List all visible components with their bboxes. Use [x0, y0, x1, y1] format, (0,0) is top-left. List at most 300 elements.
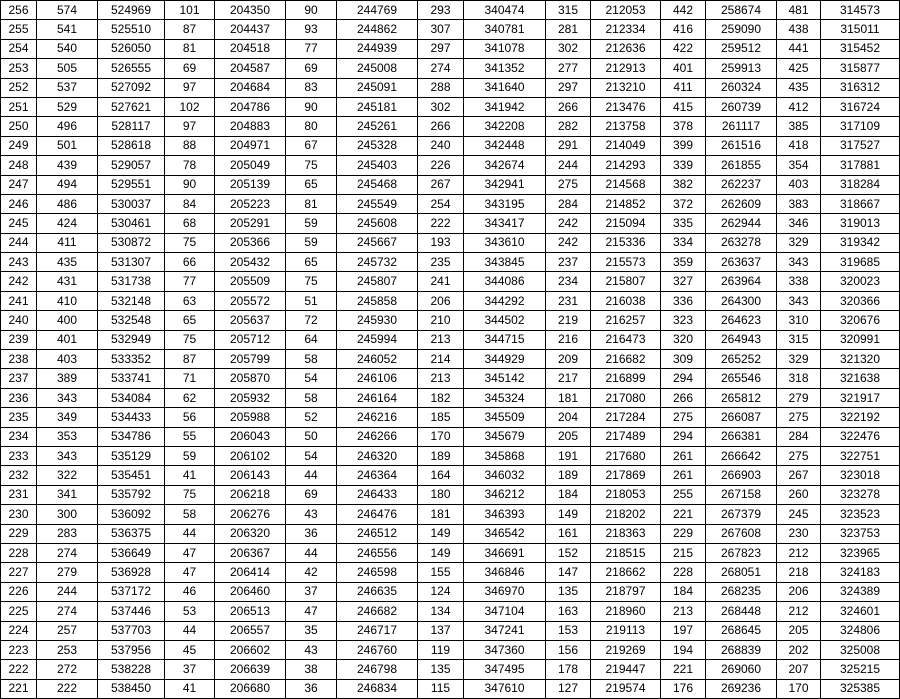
table-cell: 345868	[464, 446, 546, 465]
table-cell: 87	[165, 20, 215, 39]
score-cell: 223	[1, 640, 37, 659]
table-cell: 209	[546, 350, 591, 369]
table-cell: 149	[546, 505, 591, 524]
table-cell: 204684	[215, 78, 286, 97]
table-cell: 344929	[464, 350, 546, 369]
table-cell: 340474	[464, 1, 546, 20]
table-cell: 205932	[215, 388, 286, 407]
table-cell: 346846	[464, 563, 546, 582]
table-cell: 191	[546, 446, 591, 465]
table-cell: 268839	[706, 640, 777, 659]
table-cell: 213	[418, 369, 464, 388]
table-row	[1, 640, 900, 659]
table-cell: 527092	[98, 78, 165, 97]
table-cell: 244	[37, 582, 98, 601]
table-cell: 416	[661, 20, 706, 39]
table-cell: 274	[418, 59, 464, 78]
table-cell: 77	[286, 39, 337, 58]
table-cell: 346691	[464, 543, 546, 562]
table-cell: 265252	[706, 350, 777, 369]
table-cell: 323018	[821, 466, 900, 485]
table-cell: 418	[777, 136, 821, 155]
table-cell: 47	[165, 563, 215, 582]
table-cell: 246717	[337, 621, 418, 640]
table-cell: 275	[777, 408, 821, 427]
table-cell: 534084	[98, 388, 165, 407]
table-cell: 325385	[821, 679, 900, 698]
table-cell: 343195	[464, 194, 546, 213]
table-cell: 300	[37, 505, 98, 524]
table-cell: 318667	[821, 194, 900, 213]
table-cell: 319342	[821, 233, 900, 252]
table-cell: 240	[418, 136, 464, 155]
table-cell: 505	[37, 59, 98, 78]
table-cell: 205509	[215, 272, 286, 291]
table-cell: 226	[418, 156, 464, 175]
table-cell: 246760	[337, 640, 418, 659]
table-cell: 527621	[98, 97, 165, 116]
table-row	[1, 194, 900, 213]
table-cell: 75	[165, 485, 215, 504]
table-cell: 400	[37, 311, 98, 330]
table-cell: 218797	[591, 582, 661, 601]
table-cell: 88	[165, 136, 215, 155]
score-cell: 238	[1, 350, 37, 369]
table-cell: 84	[165, 194, 215, 213]
table-cell: 214293	[591, 156, 661, 175]
score-cell: 244	[1, 233, 37, 252]
table-cell: 538450	[98, 679, 165, 698]
score-cell: 253	[1, 59, 37, 78]
table-cell: 327	[661, 272, 706, 291]
table-cell: 205139	[215, 175, 286, 194]
table-row	[1, 388, 900, 407]
table-cell: 345509	[464, 408, 546, 427]
table-cell: 435	[37, 253, 98, 272]
table-cell: 344715	[464, 330, 546, 349]
table-cell: 218662	[591, 563, 661, 582]
table-cell: 528117	[98, 117, 165, 136]
table-cell: 532949	[98, 330, 165, 349]
table-cell: 537703	[98, 621, 165, 640]
table-cell: 537172	[98, 582, 165, 601]
table-cell: 231	[546, 291, 591, 310]
table-row	[1, 136, 900, 155]
table-cell: 93	[286, 20, 337, 39]
table-cell: 537956	[98, 640, 165, 659]
table-cell: 235	[418, 253, 464, 272]
table-cell: 75	[286, 272, 337, 291]
table-cell: 399	[661, 136, 706, 155]
table-cell: 246164	[337, 388, 418, 407]
table-cell: 65	[286, 253, 337, 272]
score-cell: 222	[1, 660, 37, 679]
table-cell: 320023	[821, 272, 900, 291]
table-cell: 213	[418, 330, 464, 349]
table-cell: 204518	[215, 39, 286, 58]
table-cell: 424	[37, 214, 98, 233]
table-cell: 194	[661, 640, 706, 659]
score-cell: 228	[1, 543, 37, 562]
table-cell: 253	[37, 640, 98, 659]
table-cell: 43	[286, 505, 337, 524]
table-cell: 206320	[215, 524, 286, 543]
table-cell: 347104	[464, 602, 546, 621]
table-cell: 206680	[215, 679, 286, 698]
table-cell: 267158	[706, 485, 777, 504]
table-cell: 334	[661, 233, 706, 252]
table-cell: 219269	[591, 640, 661, 659]
table-cell: 41	[165, 679, 215, 698]
table-cell: 315452	[821, 39, 900, 58]
table-cell: 81	[165, 39, 215, 58]
table-row	[1, 117, 900, 136]
table-cell: 217	[546, 369, 591, 388]
table-cell: 325215	[821, 660, 900, 679]
table-cell: 217680	[591, 446, 661, 465]
table-cell: 321917	[821, 388, 900, 407]
table-cell: 536649	[98, 543, 165, 562]
table-row	[1, 679, 900, 698]
table-cell: 262944	[706, 214, 777, 233]
table-cell: 244769	[337, 1, 418, 20]
table-cell: 258674	[706, 1, 777, 20]
table-cell: 230	[777, 524, 821, 543]
table-row	[1, 253, 900, 272]
table-cell: 216	[546, 330, 591, 349]
table-cell: 206218	[215, 485, 286, 504]
table-cell: 274	[37, 543, 98, 562]
table-cell: 540	[37, 39, 98, 58]
table-cell: 59	[286, 233, 337, 252]
table-cell: 410	[37, 291, 98, 310]
table-cell: 343610	[464, 233, 546, 252]
table-cell: 269236	[706, 679, 777, 698]
table-cell: 213476	[591, 97, 661, 116]
table-cell: 42	[286, 563, 337, 582]
table-cell: 47	[286, 602, 337, 621]
table-cell: 317881	[821, 156, 900, 175]
table-cell: 206143	[215, 466, 286, 485]
table-cell: 217284	[591, 408, 661, 427]
table-cell: 87	[165, 350, 215, 369]
table-cell: 346032	[464, 466, 546, 485]
table-cell: 341	[37, 485, 98, 504]
score-cell: 240	[1, 311, 37, 330]
score-cell: 224	[1, 621, 37, 640]
table-cell: 245667	[337, 233, 418, 252]
table-cell: 53	[165, 602, 215, 621]
table-cell: 77	[165, 272, 215, 291]
table-cell: 259913	[706, 59, 777, 78]
table-cell: 534433	[98, 408, 165, 427]
table-cell: 83	[286, 78, 337, 97]
table-cell: 56	[165, 408, 215, 427]
score-cell: 248	[1, 156, 37, 175]
table-row	[1, 214, 900, 233]
table-cell: 347241	[464, 621, 546, 640]
table-cell: 212	[777, 543, 821, 562]
table-cell: 246598	[337, 563, 418, 582]
table-cell: 65	[286, 175, 337, 194]
score-cell: 254	[1, 39, 37, 58]
table-cell: 529057	[98, 156, 165, 175]
table-cell: 97	[165, 117, 215, 136]
table-cell: 180	[418, 485, 464, 504]
table-cell: 119	[418, 640, 464, 659]
score-cell: 256	[1, 1, 37, 20]
table-cell: 206367	[215, 543, 286, 562]
table-cell: 320	[661, 330, 706, 349]
table-cell: 323	[661, 311, 706, 330]
table-cell: 441	[777, 39, 821, 58]
table-cell: 97	[165, 78, 215, 97]
table-cell: 161	[546, 524, 591, 543]
table-cell: 204587	[215, 59, 286, 78]
table-cell: 340781	[464, 20, 546, 39]
table-cell: 314573	[821, 1, 900, 20]
table-cell: 206639	[215, 660, 286, 679]
table-cell: 54	[286, 446, 337, 465]
table-cell: 246834	[337, 679, 418, 698]
table-cell: 221	[661, 505, 706, 524]
table-cell: 260	[777, 485, 821, 504]
table-cell: 46	[165, 582, 215, 601]
score-cell: 239	[1, 330, 37, 349]
table-cell: 206102	[215, 446, 286, 465]
table-cell: 219	[546, 311, 591, 330]
table-cell: 325008	[821, 640, 900, 659]
table-cell: 245468	[337, 175, 418, 194]
table-cell: 321638	[821, 369, 900, 388]
table-cell: 535451	[98, 466, 165, 485]
table-cell: 58	[286, 388, 337, 407]
table-cell: 534786	[98, 427, 165, 446]
table-cell: 78	[165, 156, 215, 175]
table-cell: 323278	[821, 485, 900, 504]
table-cell: 284	[546, 194, 591, 213]
score-cell: 243	[1, 253, 37, 272]
table-cell: 245181	[337, 97, 418, 116]
table-cell: 264623	[706, 311, 777, 330]
table-cell: 134	[418, 602, 464, 621]
table-cell: 266087	[706, 408, 777, 427]
table-row	[1, 59, 900, 78]
table-cell: 101	[165, 1, 215, 20]
table-cell: 155	[418, 563, 464, 582]
table-cell: 268051	[706, 563, 777, 582]
table-cell: 214	[418, 350, 464, 369]
table-cell: 170	[418, 427, 464, 446]
score-cell: 245	[1, 214, 37, 233]
table-cell: 244862	[337, 20, 418, 39]
table-cell: 323523	[821, 505, 900, 524]
table-cell: 217869	[591, 466, 661, 485]
table-cell: 343	[777, 253, 821, 272]
table-cell: 44	[165, 621, 215, 640]
table-cell: 336	[661, 291, 706, 310]
table-cell: 245807	[337, 272, 418, 291]
table-row	[1, 369, 900, 388]
table-cell: 319685	[821, 253, 900, 272]
table-cell: 345142	[464, 369, 546, 388]
table-cell: 215094	[591, 214, 661, 233]
table-row	[1, 39, 900, 58]
score-cell: 255	[1, 20, 37, 39]
table-cell: 345679	[464, 427, 546, 446]
table-row	[1, 582, 900, 601]
table-cell: 44	[286, 543, 337, 562]
table-cell: 401	[37, 330, 98, 349]
table-cell: 241	[418, 272, 464, 291]
table-cell: 69	[286, 485, 337, 504]
table-cell: 45	[165, 640, 215, 659]
score-cell: 229	[1, 524, 37, 543]
table-cell: 343417	[464, 214, 546, 233]
table-cell: 156	[546, 640, 591, 659]
table-cell: 137	[418, 621, 464, 640]
table-cell: 245091	[337, 78, 418, 97]
table-cell: 212	[777, 602, 821, 621]
table-cell: 254	[418, 194, 464, 213]
table-row	[1, 311, 900, 330]
table-cell: 324601	[821, 602, 900, 621]
table-cell: 284	[777, 427, 821, 446]
table-cell: 246512	[337, 524, 418, 543]
table-cell: 215336	[591, 233, 661, 252]
table-cell: 246106	[337, 369, 418, 388]
table-cell: 218515	[591, 543, 661, 562]
table-row	[1, 408, 900, 427]
table-cell: 214852	[591, 194, 661, 213]
table-row	[1, 543, 900, 562]
table-cell: 257	[37, 621, 98, 640]
table-cell: 264300	[706, 291, 777, 310]
table-cell: 323965	[821, 543, 900, 562]
table-cell: 501	[37, 136, 98, 155]
table-cell: 315011	[821, 20, 900, 39]
table-cell: 153	[546, 621, 591, 640]
table-row	[1, 602, 900, 621]
table-cell: 244	[546, 156, 591, 175]
table-cell: 212913	[591, 59, 661, 78]
table-cell: 206602	[215, 640, 286, 659]
table-cell: 222	[37, 679, 98, 698]
table-cell: 170	[777, 679, 821, 698]
table-cell: 438	[777, 20, 821, 39]
table-cell: 164	[418, 466, 464, 485]
table-cell: 531307	[98, 253, 165, 272]
table-cell: 216899	[591, 369, 661, 388]
table-cell: 322	[37, 466, 98, 485]
table-cell: 321320	[821, 350, 900, 369]
table-cell: 318284	[821, 175, 900, 194]
table-cell: 529551	[98, 175, 165, 194]
table-cell: 354	[777, 156, 821, 175]
score-cell: 232	[1, 466, 37, 485]
table-row	[1, 291, 900, 310]
table-cell: 197	[661, 621, 706, 640]
score-cell: 246	[1, 194, 37, 213]
table-cell: 341942	[464, 97, 546, 116]
table-cell: 389	[37, 369, 98, 388]
table-cell: 205988	[215, 408, 286, 427]
table-cell: 525510	[98, 20, 165, 39]
table-cell: 245008	[337, 59, 418, 78]
table-cell: 324183	[821, 563, 900, 582]
table-cell: 261516	[706, 136, 777, 155]
table-cell: 538228	[98, 660, 165, 679]
table-row	[1, 20, 900, 39]
table-cell: 222	[418, 214, 464, 233]
table-cell: 435	[777, 78, 821, 97]
table-cell: 210	[418, 311, 464, 330]
table-cell: 47	[165, 543, 215, 562]
table-cell: 338	[777, 272, 821, 291]
table-cell: 265812	[706, 388, 777, 407]
table-cell: 322751	[821, 446, 900, 465]
table-cell: 242	[546, 233, 591, 252]
table-cell: 217489	[591, 427, 661, 446]
table-cell: 283	[37, 524, 98, 543]
table-cell: 193	[418, 233, 464, 252]
table-cell: 206513	[215, 602, 286, 621]
table-cell: 526050	[98, 39, 165, 58]
table-cell: 237	[546, 253, 591, 272]
table-cell: 431	[37, 272, 98, 291]
table-cell: 206	[418, 291, 464, 310]
table-cell: 494	[37, 175, 98, 194]
table-cell: 37	[286, 582, 337, 601]
table-cell: 403	[777, 175, 821, 194]
table-cell: 75	[286, 156, 337, 175]
table-cell: 294	[661, 427, 706, 446]
table-cell: 341078	[464, 39, 546, 58]
table-cell: 262237	[706, 175, 777, 194]
table-cell: 275	[661, 408, 706, 427]
table-cell: 90	[286, 1, 337, 20]
table-cell: 66	[165, 253, 215, 272]
table-cell: 215573	[591, 253, 661, 272]
table-cell: 245732	[337, 253, 418, 272]
table-cell: 246266	[337, 427, 418, 446]
table-cell: 307	[418, 20, 464, 39]
table-cell: 242	[546, 214, 591, 233]
table-cell: 205870	[215, 369, 286, 388]
table-cell: 359	[661, 253, 706, 272]
table-cell: 90	[165, 175, 215, 194]
table-cell: 58	[165, 505, 215, 524]
table-cell: 275	[777, 446, 821, 465]
table-cell: 259090	[706, 20, 777, 39]
table-cell: 535129	[98, 446, 165, 465]
table-cell: 205799	[215, 350, 286, 369]
table-cell: 80	[286, 117, 337, 136]
score-cell: 249	[1, 136, 37, 155]
table-cell: 277	[546, 59, 591, 78]
table-cell: 309	[661, 350, 706, 369]
table-cell: 268448	[706, 602, 777, 621]
table-cell: 205291	[215, 214, 286, 233]
table-cell: 75	[165, 233, 215, 252]
table-cell: 324806	[821, 621, 900, 640]
table-cell: 531738	[98, 272, 165, 291]
table-cell: 532148	[98, 291, 165, 310]
table-cell: 320676	[821, 311, 900, 330]
table-cell: 216473	[591, 330, 661, 349]
table-cell: 255	[661, 485, 706, 504]
score-cell: 230	[1, 505, 37, 524]
